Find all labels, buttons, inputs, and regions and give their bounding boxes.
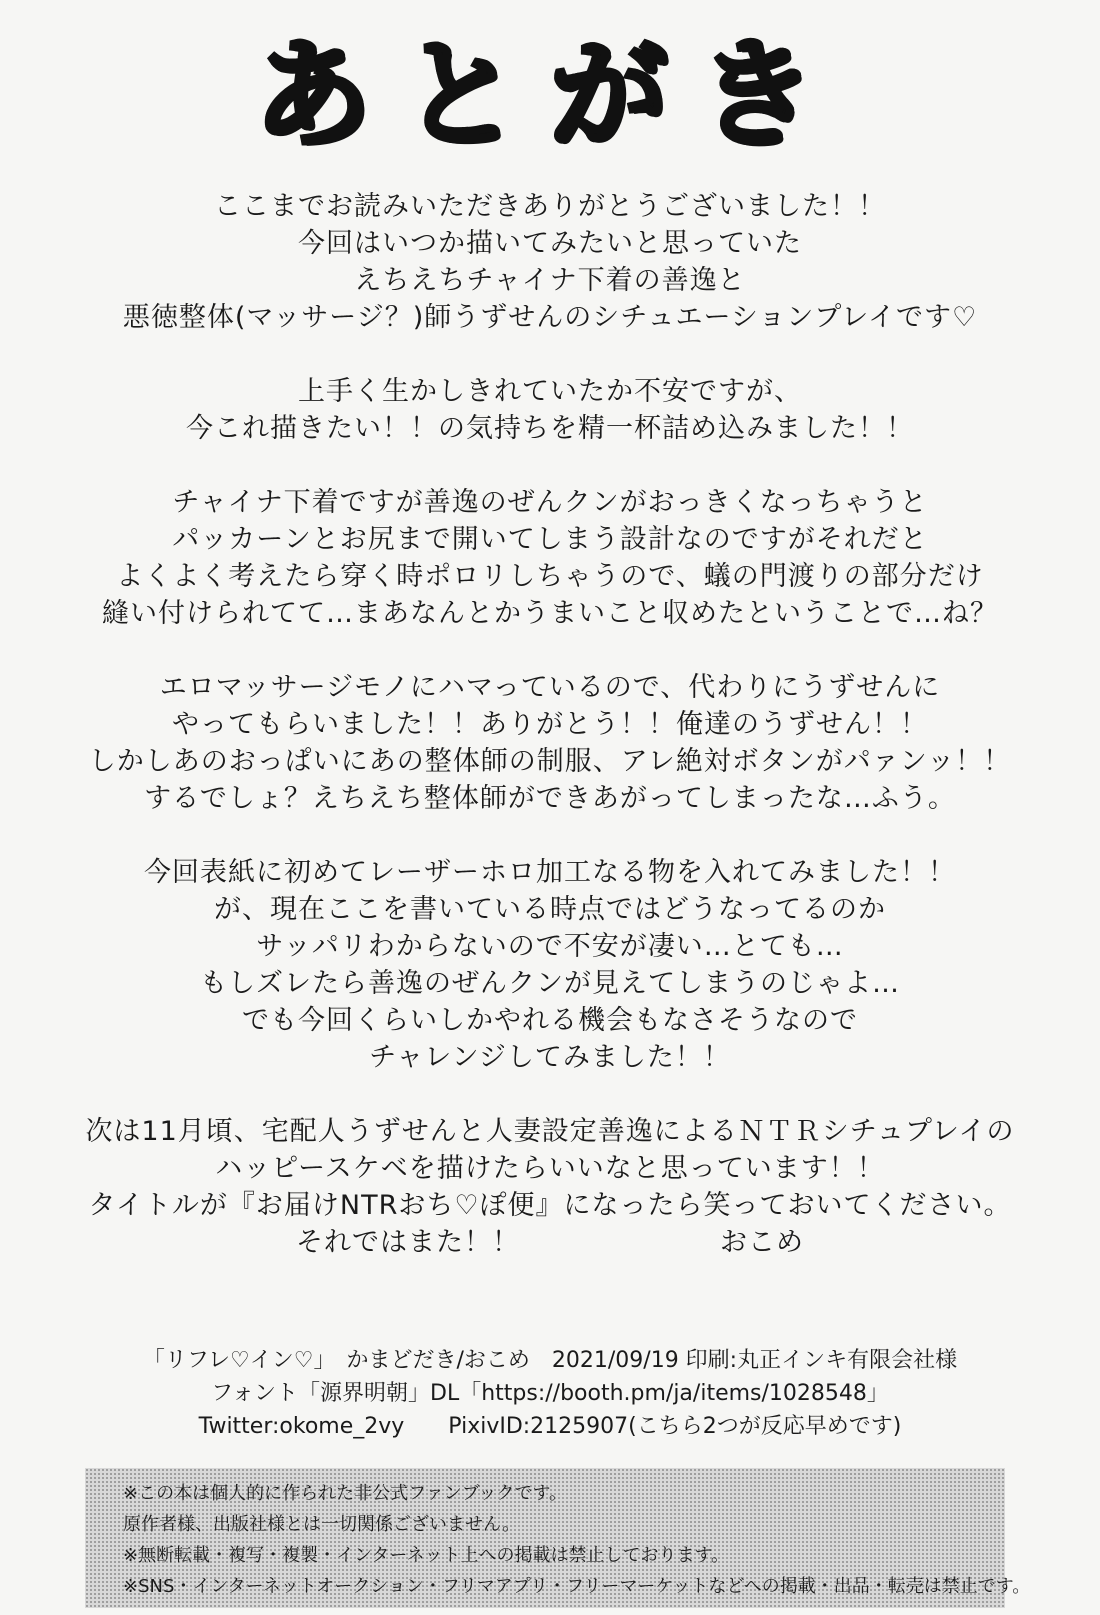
text-line: 悪徳整体(マッサージ？)師うずせんのシチュエーションプレイです♡ xyxy=(122,302,978,333)
text-line: チャイナ下着ですが善逸のぜんクンがおっきくなっちゃうと xyxy=(172,487,928,518)
notice-line: 原作者様、出版社様とは一切関係ございません。 xyxy=(123,1514,521,1535)
text-line: タイトルが『お届けNTRおち♡ぽ便』になったら笑っておいてください。 xyxy=(88,1190,1012,1221)
closing-text: それではまた！！ xyxy=(296,1227,520,1258)
colophon-credits xyxy=(0,1344,1100,1443)
paragraph-massage xyxy=(0,669,1100,817)
text-line: やってもらいました！！ありがとう！！俺達のうずせん！！ xyxy=(172,709,928,740)
credit-line: Twitter:okome_2vy PixivID:2125907(こちら2つが反応早めです) xyxy=(198,1414,902,1439)
paragraph-cover xyxy=(0,854,1100,1076)
afterword-title xyxy=(0,20,1100,170)
text-line: 今回はいつか描いてみたいと思っていた xyxy=(298,228,802,259)
disclaimer-notice-box xyxy=(85,1468,1031,1608)
text-line: 今回表紙に初めてレーザーホロ加工なる物を入れてみました！！ xyxy=(144,857,956,888)
text-line: しかしあのおっぱいにあの整体師の制服、アレ絶対ボタンがパァンッ！！ xyxy=(88,746,1012,777)
text-line: チャレンジしてみました！！ xyxy=(369,1042,731,1073)
text-line: 今これ描きたい！！の気持ちを精一杯詰め込みました！！ xyxy=(186,413,914,444)
text-line: 次は11月頃、宅配人うずせんと人妻設定善逸によるＮＴＲシチュプレイの xyxy=(85,1116,1015,1147)
closing-line xyxy=(0,1224,1100,1261)
paragraph-next xyxy=(0,1113,1100,1261)
paragraph-thanks xyxy=(0,188,1100,336)
notice-line: ※この本は個人的に作られた非公式ファンブックです。 xyxy=(123,1483,568,1504)
text-line: するでしょ？えちえち整体師ができあがってしまったな…ふう。 xyxy=(144,783,956,814)
credit-line: 「リフレ♡イン♡」 かまどだき/おこめ 2021/09/19 印刷:丸正インキ有限会社様 xyxy=(142,1348,958,1373)
paragraph-costume xyxy=(0,484,1100,632)
text-line: 上手く生かしきれていたか不安ですが、 xyxy=(298,376,802,407)
notice-line: ※SNS・インターネットオークション・フリマアプリ・フリーマーケットなどへの掲載・出品・転売は禁止です。 xyxy=(123,1576,1031,1597)
credit-line: フォント「源界明朝」DL「https://booth.pm/ja/items/1028548」 xyxy=(211,1381,889,1406)
text-line: よくよく考えたら穿く時ポロリしちゃうので、蟻の門渡りの部分だけ xyxy=(116,561,984,592)
text-line: が、現在ここを書いている時点ではどうなってるのか xyxy=(214,894,886,925)
text-line: パッカーンとお尻まで開いてしまう設計なのですがそれだと xyxy=(172,524,928,555)
text-line: えちえちチャイナ下着の善逸と xyxy=(354,265,746,296)
text-line: ここまでお読みいただきありがとうございました！！ xyxy=(214,191,886,222)
text-line: でも今回くらいしかやれる機会もなさそうなので xyxy=(242,1005,858,1036)
text-line: もしズレたら善逸のぜんクンが見えてしまうのじゃよ… xyxy=(200,968,900,999)
text-line: エロマッサージモノにハマっているので、代わりにうずせんに xyxy=(159,672,941,703)
paragraph-feelings xyxy=(0,373,1100,447)
afterword-body xyxy=(0,188,1100,1261)
author-signature: おこめ xyxy=(720,1227,804,1258)
text-line: ハッピースケベを描けたらいいなと思っています！！ xyxy=(215,1153,885,1184)
text-line: 縫い付けられてて…まあなんとかうまいこと収めたということで…ね？ xyxy=(102,598,998,629)
text-line: サッパリわからないので不安が凄い…とても… xyxy=(256,931,844,962)
notice-line: ※無断転載・複写・複製・インターネット上への掲載は禁止しております。 xyxy=(123,1545,730,1566)
afterword-title-text: あとがき xyxy=(244,20,856,170)
